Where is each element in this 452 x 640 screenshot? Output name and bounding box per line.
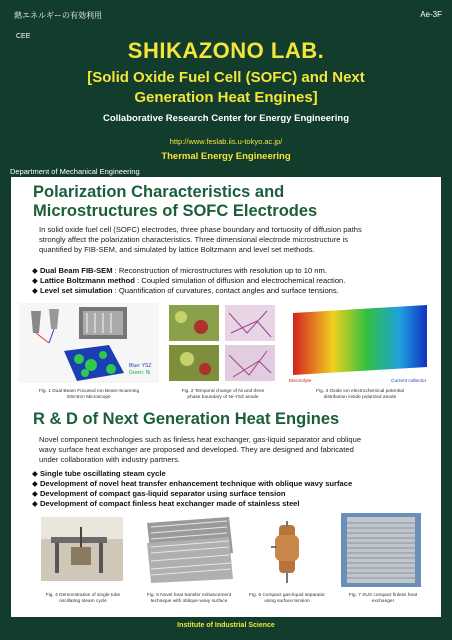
- fig5-caption-line-2: technique with oblique wavy surface: [150, 599, 228, 604]
- research-center: Collaborative Research Center for Energy Engineering: [102, 113, 349, 124]
- list-item: ◆ Development of compact gas-liquid separator using surface tension: [32, 489, 286, 498]
- institute-footer: Institute of Industrial Science: [177, 622, 275, 629]
- list-item: ◆ Lattice Boltzmann method : Coupled simulation of diffusion and electrochemical reaction.: [32, 276, 346, 285]
- bullet-term: Level set simulation: [39, 286, 113, 295]
- list-item: ◆ Single tube oscillating steam cycle: [32, 469, 166, 478]
- fig6-illustration: [257, 521, 317, 585]
- bullet-text: Development of novel heat transfer enhancement technique with oblique wavy surface: [39, 479, 353, 488]
- lab-url[interactable]: http://www.feslab.iis.u-tokyo.ac.jp/: [169, 137, 283, 146]
- fig5-caption-line-1: Fig. 5 Novel heat transfer enhancement: [146, 593, 232, 598]
- section2-title: R & D of Next Generation Heat Engines: [33, 410, 340, 428]
- fig2-caption-line-2: phase boundary of Ni-YSZ anode: [187, 395, 259, 400]
- fig7-heat-exchanger-photo: [341, 513, 421, 587]
- section2-paragraph: [39, 435, 414, 465]
- fig3-right-label: Current collector: [391, 379, 427, 383]
- cee-label: CEE: [16, 33, 31, 40]
- booth-code: Ae-3F: [420, 10, 442, 19]
- fig1-caption-line-2: Electron Microscope: [67, 395, 111, 400]
- fig1-caption: [19, 389, 159, 401]
- fig3-caption: [287, 389, 433, 401]
- fig3-potential-image: [287, 303, 433, 383]
- fig7-caption-line-2: exchanger: [371, 599, 395, 604]
- fig3-caption-line-1: Fig. 3 Oxide ion electrochemical potential: [316, 389, 404, 394]
- fig4-illustration: [41, 517, 123, 581]
- bullet-desc: : Reconstruction of microstructures with resolution up to 10 nm.: [112, 266, 327, 275]
- section2-para-line-3: under collaboration with industry partners.: [39, 455, 180, 464]
- fig3-illustration: [287, 303, 433, 383]
- section1-title-line-1: Polarization Characteristics and: [33, 183, 285, 201]
- fig7-caption: [337, 593, 429, 605]
- fig6-caption-line-2: using surface tension: [264, 599, 310, 604]
- bullet-desc: : Quantification of curvatures, contact angles and surface tensions.: [112, 286, 339, 295]
- bullet-term: Lattice Boltzmann method: [39, 276, 135, 285]
- section1-title-line-2: Microstructures of SOFC Electrodes: [33, 202, 318, 220]
- fig1-green-label: Green: Ni: [129, 370, 151, 376]
- subtitle-line-2: Generation Heat Engines]: [134, 89, 318, 106]
- bullet-desc: : Coupled simulation of diffusion and electrochemical reaction.: [134, 276, 346, 285]
- bullet-term: Dual Beam FIB-SEM: [39, 266, 113, 275]
- japanese-title: 熱エネルギーの有効利用: [14, 11, 102, 20]
- fig4-caption-line-2: oscillating steam cycle: [59, 599, 107, 604]
- fig7-illustration: [341, 513, 421, 587]
- fig3-left-label: Electrolyte: [289, 379, 312, 383]
- section1-title: [33, 183, 433, 221]
- section2-para-line-2: wavy surface heat exchanger are proposed and developed. They are designed and fabricated: [39, 445, 354, 454]
- fig2-caption-line-1: Fig. 2 Temporal change of Ni and three: [181, 389, 265, 394]
- department-name: Department of Mechanical Engineering: [10, 167, 140, 176]
- top-bar: [0, 0, 452, 22]
- section1-bullet-list: [32, 266, 437, 296]
- fig4-caption-line-1: Fig. 4 Demonstration of single tube: [45, 593, 121, 598]
- fig1-fib-sem-image: [19, 303, 159, 383]
- lab-name: SHIKAZONO LAB.: [127, 38, 325, 63]
- bullet-text: Development of compact gas-liquid separator using surface tension: [39, 489, 286, 498]
- fig1-caption-line-1: Fig. 1 Dual Beam Focused Ion Beam-Scanning: [38, 389, 140, 394]
- fig1-blue-label: Blue: YSZ: [129, 363, 152, 369]
- fig3-caption-line-2: distribution inside polarized anode: [323, 395, 397, 400]
- fig1-illustration: [19, 303, 159, 383]
- list-item: ◆ Development of compact finless heat exchanger made of stainless steel: [32, 499, 300, 508]
- fig7-caption-line-1: Fig. 7 SUS compact finless heat: [348, 593, 418, 598]
- subtitle-line-1: [Solid Oxide Fuel Cell (SOFC) and Next: [87, 69, 365, 86]
- list-item: ◆ Dual Beam FIB-SEM : Reconstruction of microstructures with resolution up to 10 nm.: [32, 266, 327, 275]
- fig2-ni-anode-image: [167, 303, 279, 383]
- section2-bullet-list: [32, 469, 437, 509]
- fig2-caption: [167, 389, 279, 401]
- fig6-caption: [247, 593, 327, 605]
- bullet-text: Development of compact finless heat exchanger made of stainless steel: [39, 499, 300, 508]
- section1-para-line-1: In solid oxide fuel cell (SOFC) electrodes, three phase boundary and tortuosity of diffusion paths: [39, 225, 362, 234]
- list-item: ◆ Development of novel heat transfer enhancement technique with oblique wavy surface: [32, 479, 353, 488]
- division-name: Thermal Energy Engineering: [161, 151, 291, 162]
- fig2-illustration: [167, 303, 279, 383]
- fig5-wavy-surface-photo: [139, 513, 239, 585]
- section1-para-line-2: strongly affect the polarization characteristics. Three dimensional electrode microstructure is: [39, 235, 349, 244]
- fig6-caption-line-1: Fig. 6 Compact gas-liquid separator: [249, 593, 325, 598]
- bullet-text: Single tube oscillating steam cycle: [39, 469, 166, 478]
- section2-para-line-1: Novel component technologies such as finless heat exchanger, gas-liquid separator and oblique: [39, 435, 362, 444]
- fig4-caption: [35, 593, 131, 605]
- fig5-illustration: [139, 513, 239, 585]
- content-panel: [11, 177, 441, 617]
- fig4-steam-cycle-photo: [41, 517, 123, 581]
- lab-subtitle: [0, 68, 452, 108]
- list-item: ◆ Level set simulation : Quantification of curvatures, contact angles and surface tensions.: [32, 286, 339, 295]
- section1-para-line-3: quantified by FIB-SEM, and simulated by lattice Boltzmann and level set methods.: [39, 245, 315, 254]
- fig5-caption: [135, 593, 243, 605]
- fig6-separator-photo: [257, 521, 317, 585]
- section1-paragraph: [39, 225, 414, 255]
